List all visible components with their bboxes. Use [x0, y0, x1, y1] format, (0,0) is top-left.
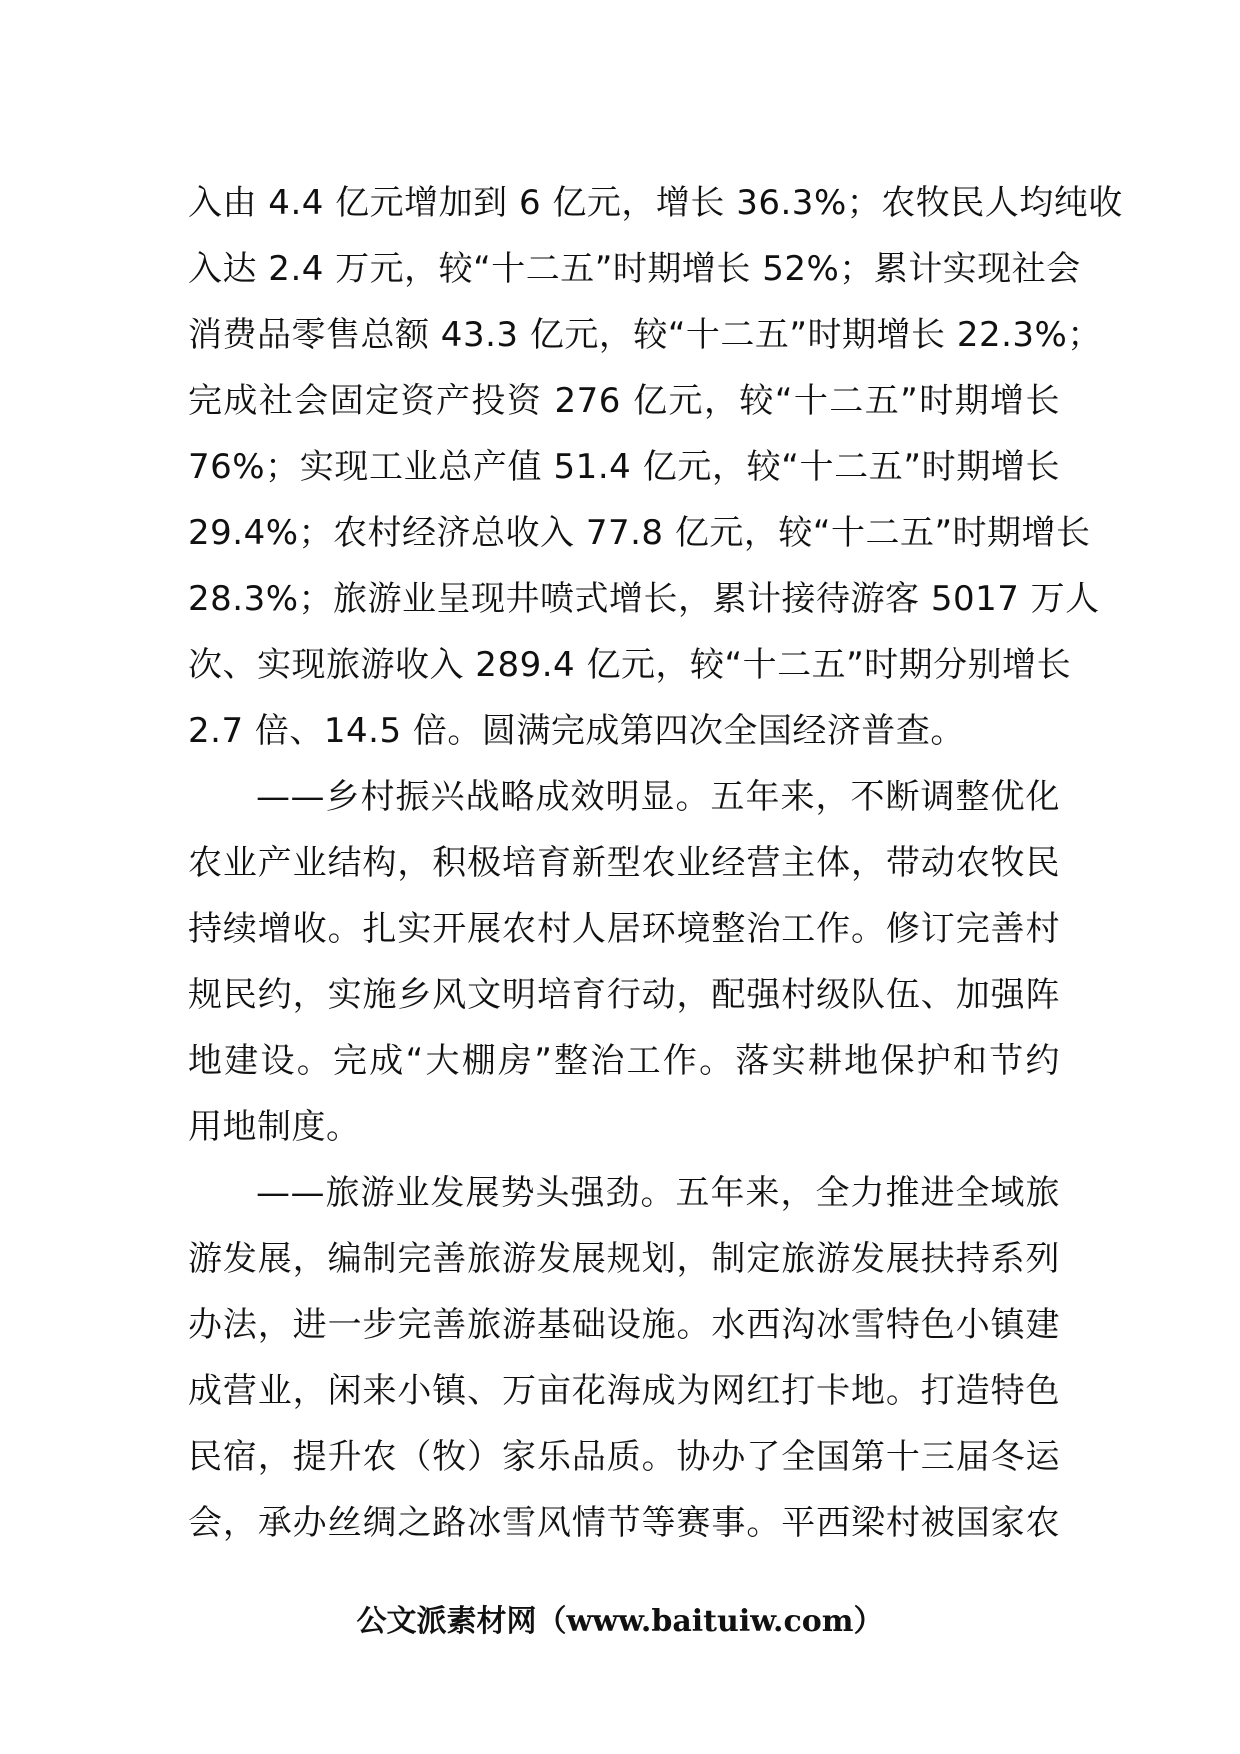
paragraph-economic-stats — [188, 170, 1123, 764]
text-line: 办法，进一步完善旅游基础设施。水西沟冰雪特色小镇建 — [188, 1305, 1060, 1345]
text-line: 地建设。完成“大棚房”整治工作。落实耕地保护和节约 — [188, 1041, 1060, 1081]
text-line: 规民约，实施乡风文明培育行动，配强村级队伍、加强阵 — [188, 975, 1060, 1015]
paragraph-tourism — [188, 1160, 1060, 1556]
text-line: ——旅游业发展势头强劲。五年来，全力推进全域旅 — [256, 1173, 1060, 1213]
text-line: 完成社会固定资产投资 276 亿元，较“十二五”时期增长 — [188, 381, 1060, 421]
text-line: 2.7 倍、14.5 倍。圆满完成第四次全国经济普查。 — [188, 711, 965, 751]
text-line: 28.3%；旅游业呈现井喷式增长，累计接待游客 5017 万人 — [188, 579, 1100, 619]
text-line: 用地制度。 — [188, 1107, 361, 1147]
text-line: 农业产业结构，积极培育新型农业经营主体，带动农牧民 — [188, 843, 1060, 883]
text-line: 消费品零售总额 43.3 亿元，较“十二五”时期增长 22.3%； — [188, 315, 1102, 355]
footer-watermark: 公文派素材网（www.baituiw.com） — [356, 1604, 884, 1639]
text-line: 次、实现旅游收入 289.4 亿元，较“十二五”时期分别增长 — [188, 645, 1072, 685]
text-line: 成营业，闲来小镇、万亩花海成为网红打卡地。打造特色 — [188, 1371, 1060, 1411]
text-line: 持续增收。扎实开展农村人居环境整治工作。修订完善村 — [188, 909, 1060, 949]
text-line: 游发展，编制完善旅游发展规划，制定旅游发展扶持系列 — [188, 1239, 1060, 1279]
text-line: 民宿，提升农（牧）家乐品质。协办了全国第十三届冬运 — [188, 1437, 1060, 1477]
text-line: 入由 4.4 亿元增加到 6 亿元，增长 36.3%；农牧民人均纯收 — [188, 183, 1123, 223]
text-line: ——乡村振兴战略成效明显。五年来，不断调整优化 — [256, 777, 1060, 817]
paragraph-rural-revitalization — [188, 764, 1060, 1160]
text-line: 29.4%；农村经济总收入 77.8 亿元，较“十二五”时期增长 — [188, 513, 1091, 553]
text-line: 会，承办丝绸之路冰雪风情节等赛事。平西梁村被国家农 — [188, 1503, 1060, 1543]
body-text — [188, 170, 1123, 1556]
text-line: 76%；实现工业总产值 51.4 亿元，较“十二五”时期增长 — [188, 447, 1060, 487]
text-line: 入达 2.4 万元，较“十二五”时期增长 52%；累计实现社会 — [188, 249, 1081, 289]
